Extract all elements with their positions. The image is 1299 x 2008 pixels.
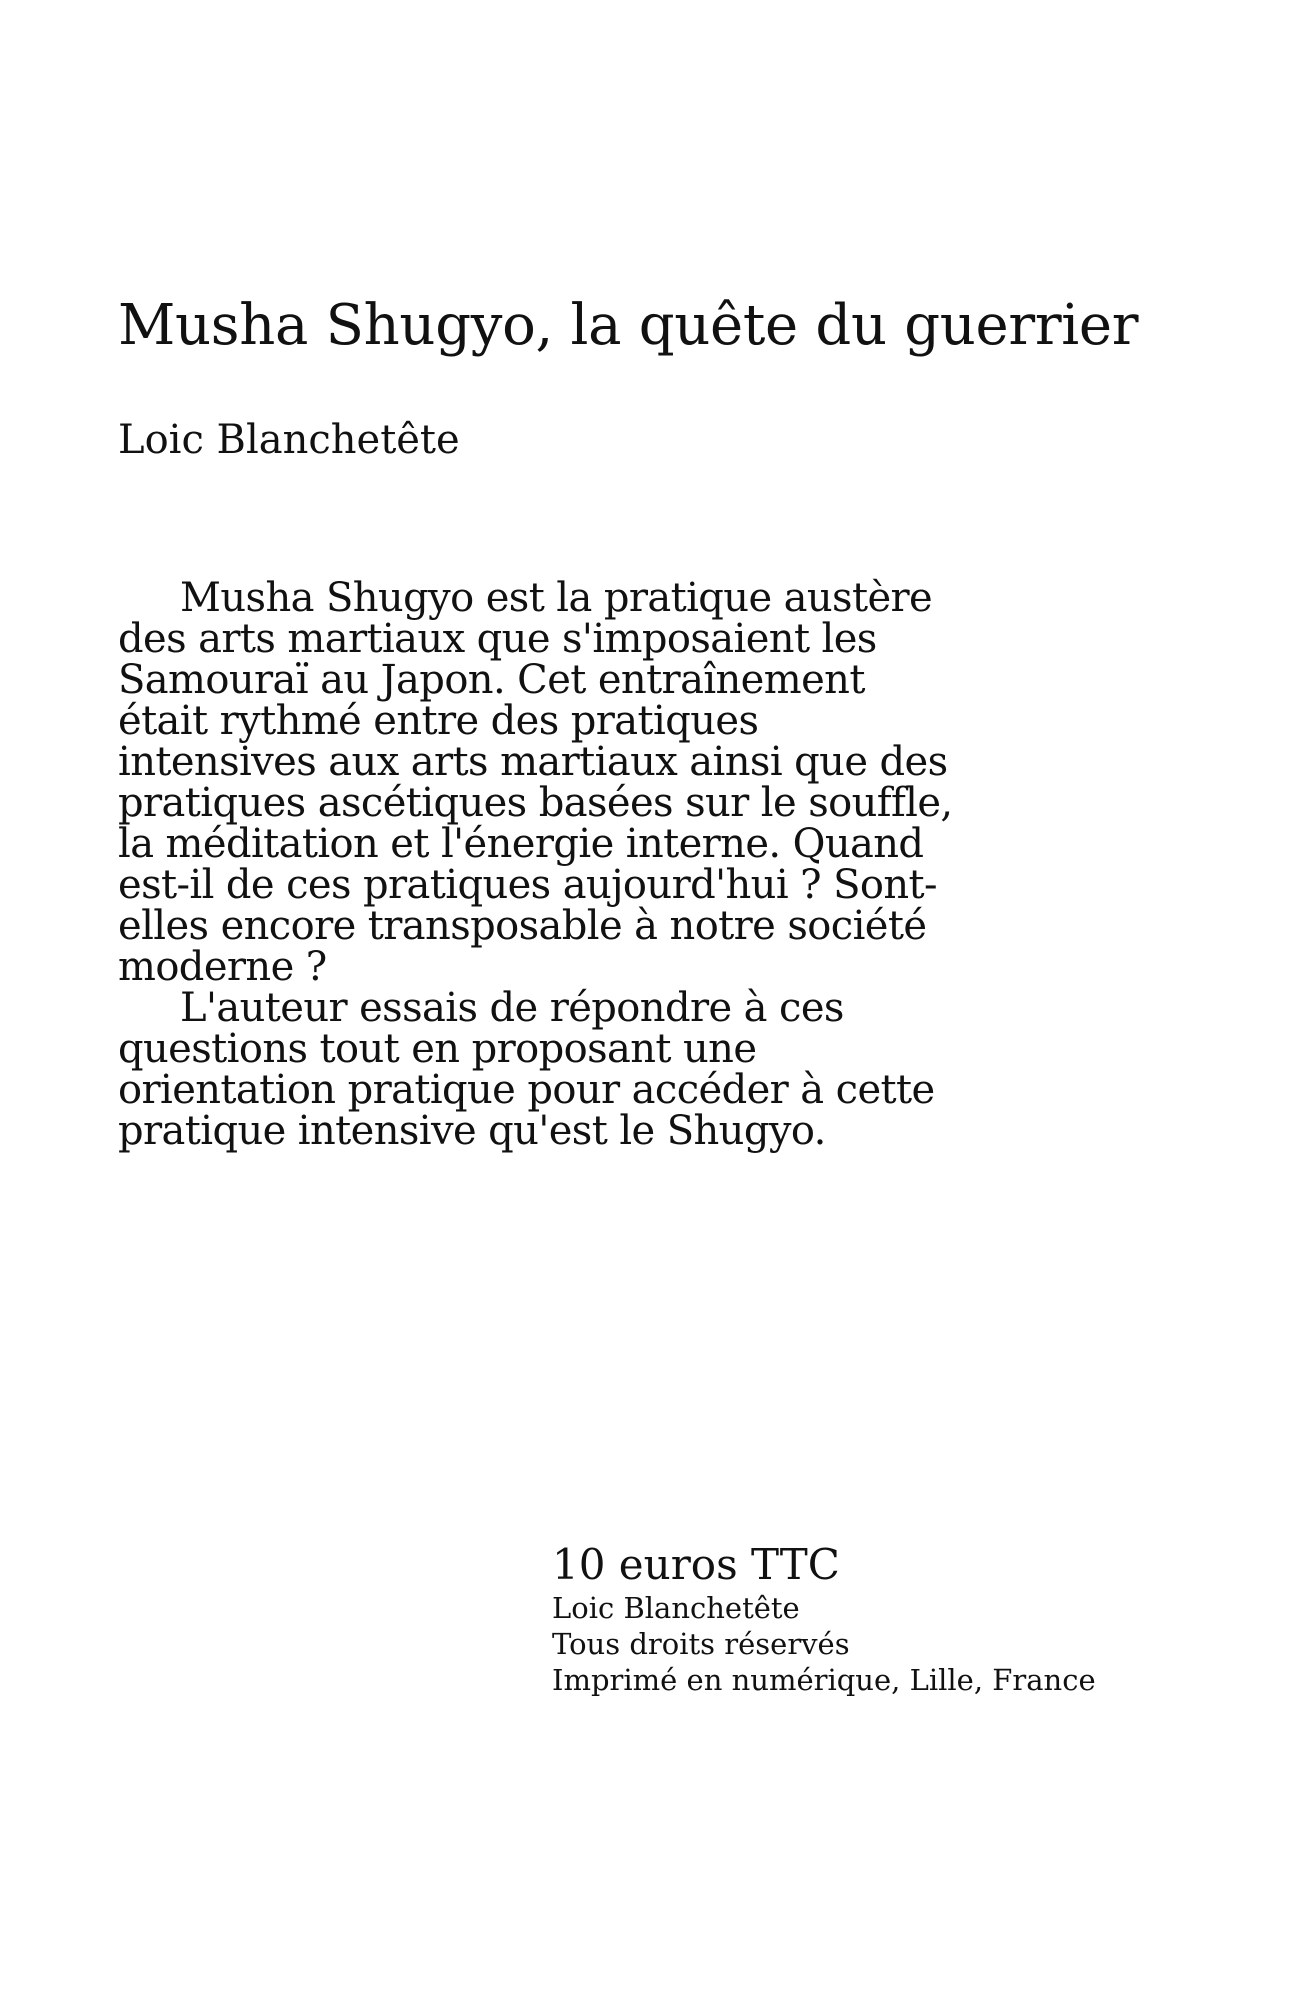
synopsis-paragraph: Musha Shugyo est la pratique austère des arts martiaux que s'imposaient les Samouraï au Japon. Cet entraînement était rythmé entre des pratiques intensives aux arts martiaux ainsi que des pratiques ascétiques basées sur le souffle, la méditation et l'énergie interne. Quand est-il de ces pratiques aujourd'hui ? Sont-elles encore transposable à notre société moderne ? [118,575,953,990]
colophon-rights: Tous droits réservés [552,1627,850,1661]
price: 10 euros TTC [552,1540,840,1589]
synopsis-paragraph: L'auteur essais de répondre à ces questions tout en proposant une orientation pratique pour accéder à cette pratique intensive qu'est le Shugyo. [118,985,935,1154]
colophon-author: Loic Blanchetête [552,1591,800,1625]
synopsis [118,575,958,1154]
colophon [552,1540,1096,1698]
colophon-printing: Imprimé en numérique, Lille, France [552,1663,1096,1697]
book-title: Musha Shugyo, la quête du guerrier [118,293,1139,358]
book-author: Loic Blanchetête [118,417,460,463]
